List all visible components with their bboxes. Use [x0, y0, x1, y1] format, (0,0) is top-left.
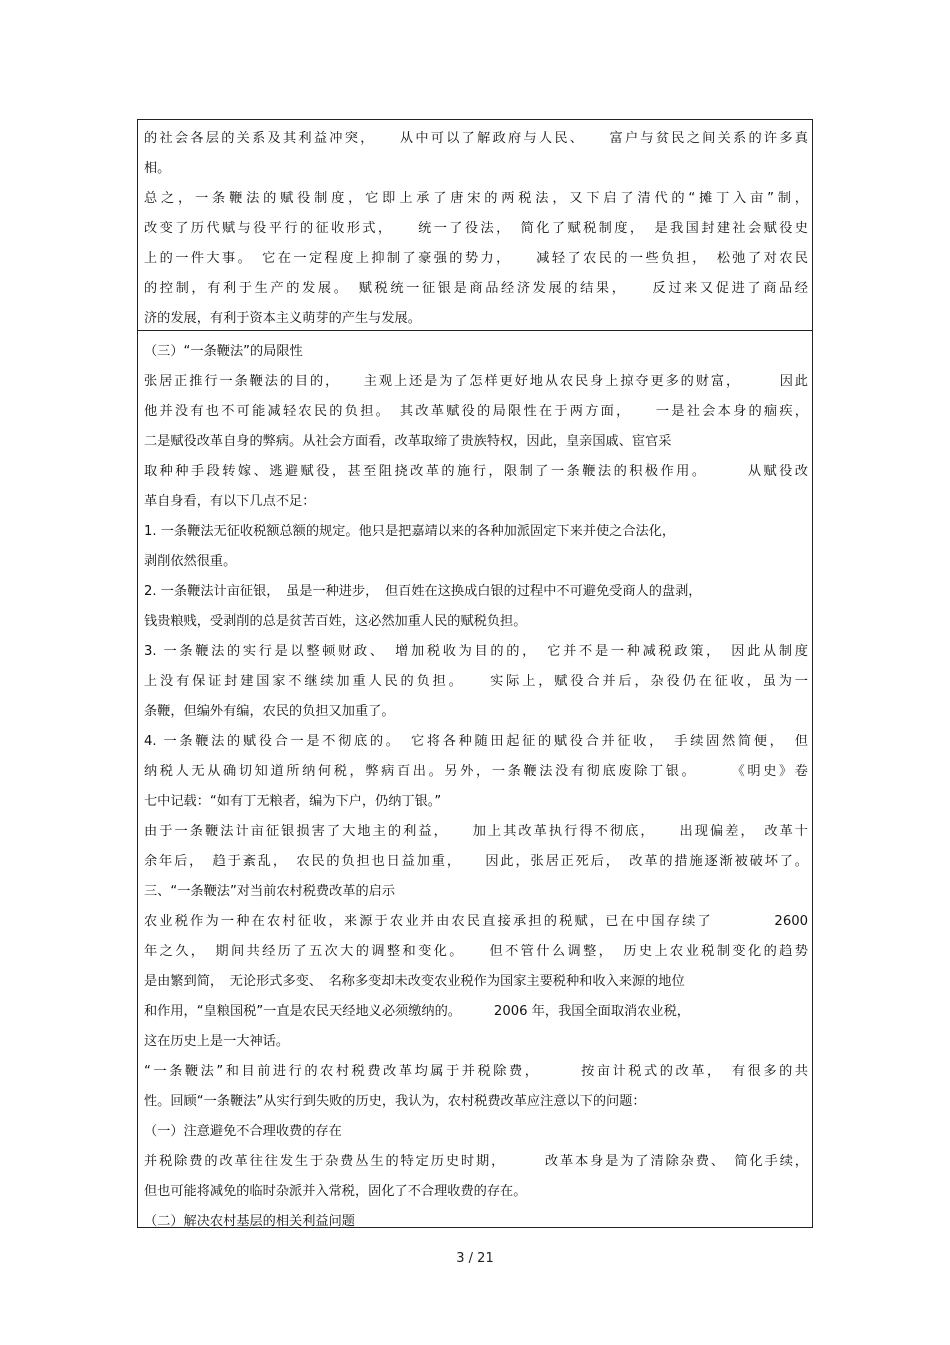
- text-line: 革自身看，有以下几点不足：: [144, 494, 316, 509]
- list-item-4: 4. 一条鞭法的赋役合一是不彻底的。 它将各种随田起征的赋役合并征收， 手续固然简便， 但: [144, 734, 808, 749]
- text-line: 并税除费的改革往往发生于杂费丛生的特定历史时期， 改革本身是为了清除杂费、 简化手续，: [144, 1154, 808, 1169]
- text-line: 张居正推行一条鞭法的目的， 主观上还是为了怎样更好地从农民身上掠夺更多的财富， 因此: [144, 374, 808, 389]
- section-heading: （二）解决农村基层的相关利益问题: [144, 1214, 355, 1229]
- text-line: 和作用，“皇粮国税”一直是农民天经地义必须缴纳的。 2006 年，我国全面取消农业税，: [144, 1004, 690, 1019]
- text-line: 性。回顾“一条鞭法”从实行到失败的历史，我认为，农村税费改革应注意以下的问题：: [144, 1094, 646, 1109]
- document-table: [137, 119, 813, 1228]
- section-heading: （一）注意避免不合理收费的存在: [144, 1124, 342, 1139]
- text-line: 的控制，有利于生产的发展。 赋税统一征银是商品经济发展的结果， 反过来又促进了商品经: [144, 281, 808, 296]
- text-line: 年之久， 期间共经历了五次大的调整和变化。 但不管什么调整， 历史上农业税制变化的趋势: [144, 944, 808, 959]
- section-heading: （三）“一条鞭法”的局限性: [144, 344, 303, 359]
- text-line: 这在历史上是一大神话。: [144, 1034, 290, 1049]
- page-number: 3 / 21: [456, 1251, 494, 1266]
- table-cell-bottom: [138, 330, 812, 1227]
- list-item-1: 1. 一条鞭法无征收税额总额的规定。他只是把嘉靖以来的各种加派固定下来并使之合法化，: [144, 524, 676, 539]
- text-line: 的社会各层的关系及其利益冲突， 从中可以了解政府与人民、 富户与贫民之间关系的许多真: [144, 131, 808, 146]
- text-line: 条鞭，但编外有编，农民的负担又加重了。: [144, 704, 395, 719]
- text-line: 他并没有也不可能减轻农民的负担。 其改革赋役的局限性在于两方面， 一是社会本身的痼疾，: [144, 404, 808, 419]
- text-line: 上没有保证封建国家不继续加重人民的负担。 实际上，赋役合并后，杂役仍在征收，虽为一: [144, 674, 808, 689]
- text-line: 济的发展，有利于资本主义萌芽的产生与发展。: [144, 311, 421, 326]
- text-line: 上的一件大事。 它在一定程度上抑制了豪强的势力， 减轻了农民的一些负担， 松弛了对农民: [144, 251, 808, 266]
- text-line: 总之，一条鞭法的赋役制度，它即上承了唐宋的两税法，又下启了清代的“摊丁入亩”制，: [144, 191, 808, 206]
- text-line: 余年后， 趋于紊乱， 农民的负担也日益加重， 因此，张居正死后， 改革的措施逐渐被破坏了。: [144, 854, 808, 869]
- text-line: 是由繁到简， 无论形式多变、 名称多变却未改变农业税作为国家主要税种和收入来源的地位: [144, 974, 685, 989]
- text-line: 钱贵粮贱，受剥削的总是贫苦百姓，这必然加重人民的赋税负担。: [144, 614, 527, 629]
- section-heading: 三、“一条鞭法”对当前农村税费改革的启示: [144, 884, 396, 899]
- text-line: “一条鞭法”和目前进行的农村税费改革均属于并税除费， 按亩计税式的改革， 有很多的共: [144, 1064, 808, 1079]
- list-item-2: 2. 一条鞭法计亩征银， 虽是一种进步， 但百姓在这换成白银的过程中不可避免受商人的盘剥，: [144, 584, 702, 599]
- text-line: 农业税作为一种在农村征收，来源于农业并由农民直接承担的税赋，已在中国存续了 2600: [144, 914, 808, 929]
- list-item-3: 3. 一条鞭法的实行是以整顿财政、 增加税收为目的的， 它并不是一种减税政策， 因此从制度: [144, 644, 808, 659]
- table-cell-top: [138, 120, 812, 330]
- text-line: 但也可能将减免的临时杂派并入常税，固化了不合理收费的存在。: [144, 1184, 527, 1199]
- text-line: 相。: [144, 161, 171, 176]
- text-line: 二是赋役改革自身的弊病。从社会方面看，改革取缔了贵族特权，因此，皇亲国戚、宦官采: [144, 434, 672, 449]
- text-line: 由于一条鞭法计亩征银损害了大地主的利益， 加上其改革执行得不彻底， 出现偏差， 改革十: [144, 824, 808, 839]
- text-line: 纳税人无从确切知道所纳何税，弊病百出。另外，一条鞭法没有彻底废除丁银。 《明史》卷: [144, 764, 808, 779]
- text-line: 取种种手段转嫁、逃避赋役，甚至阻挠改革的施行，限制了一条鞭法的积极作用。 从赋役改: [144, 464, 808, 479]
- text-line: 剥削依然很重。: [144, 554, 237, 569]
- text-line: 改变了历代赋与役平行的征收形式， 统一了役法， 简化了赋税制度， 是我国封建社会赋役史: [144, 221, 808, 236]
- text-line: 七中记载：“如有丁无粮者，编为下户，仍纳丁银。”: [144, 794, 442, 809]
